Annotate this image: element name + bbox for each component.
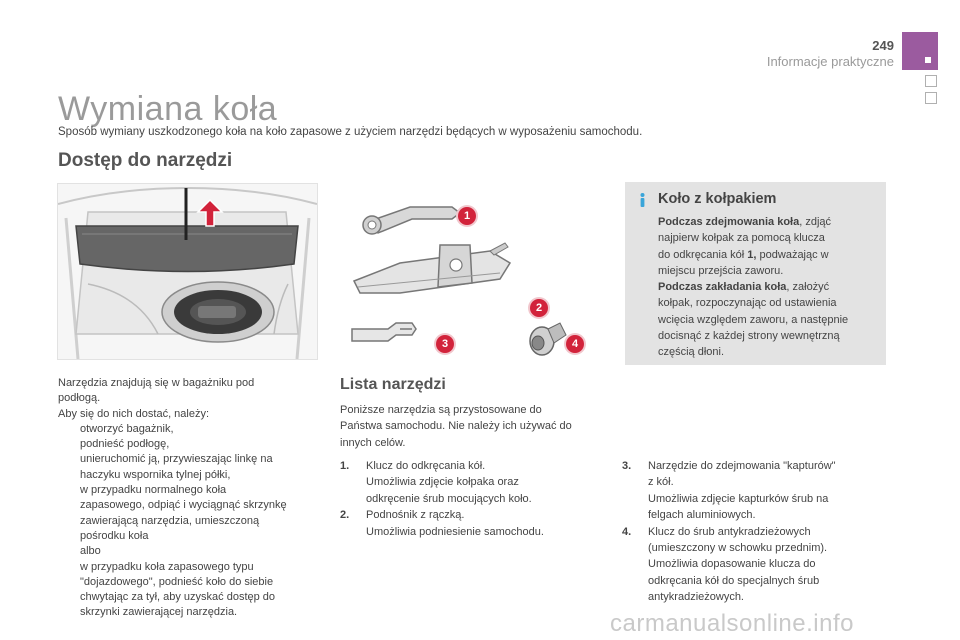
tool-badge-4: 4 <box>566 335 584 353</box>
step-line: skrzynki zawierającej narzędzia. <box>80 606 238 619</box>
access-heading: Dostęp do narzędzi <box>58 150 233 171</box>
info-p1-l3-bold: 1, <box>747 248 757 261</box>
info-p1-bold: Podczas zdejmowania koła <box>658 216 800 228</box>
watermark: carmanualsonline.info <box>610 610 854 637</box>
step-line: zawierającą narzędzia, umieszczoną <box>80 514 260 527</box>
step-line: w przypadku koła zapasowego typu <box>80 560 254 573</box>
info-p2-l3: wcięcia względem zaworu, a następnie <box>658 313 849 326</box>
list-item <box>340 507 610 540</box>
tools-list-heading: Lista narzędzi <box>340 376 446 393</box>
item-line: felgach aluminiowych. <box>648 509 756 522</box>
item-line: Umożliwia podniesienie samochodu. <box>366 525 544 538</box>
step-line: pośrodku koła <box>80 529 149 542</box>
item-line: Klucz do śrub antykradzieżowych <box>648 525 811 538</box>
info-p2-l2: kołpak, rozpoczynając od ustawienia <box>658 297 837 310</box>
info-p2-l5: częścią dłoni. <box>658 346 725 359</box>
list-item <box>58 422 328 437</box>
intro-line: innych celów. <box>340 436 406 449</box>
page-title: Wymiana koła <box>58 90 278 128</box>
step-line: w przypadku normalnego koła <box>80 484 227 497</box>
list-item <box>340 458 610 507</box>
item-line: odkręcenie śrub mocujących koło. <box>366 492 532 505</box>
trunk-illustration-icon <box>57 183 318 360</box>
step-line: podnieść podłogę, <box>80 438 170 451</box>
item-number: 3. <box>622 460 632 472</box>
item-line: Klucz do odkręcania kół. <box>366 460 486 472</box>
item-line: odkręcania kół do specjalnych śrub <box>648 574 820 587</box>
step-line: unieruchomić ją, przywieszając linkę na <box>80 453 273 466</box>
access-intro-2: podłogą. <box>58 392 101 405</box>
info-p1-l3-pre: do odkręcania kół <box>658 248 748 261</box>
list-item <box>58 452 328 483</box>
info-p1-l1: , zdjąć <box>799 216 832 228</box>
item-number: 4. <box>622 525 632 538</box>
step-line: "dojazdowego", podnieść koło do siebie <box>80 575 274 588</box>
chapter-tab-empty-2 <box>925 92 937 104</box>
step-line: otworzyć bagażnik, <box>80 422 174 435</box>
chapter-tab <box>902 32 938 70</box>
info-box <box>625 182 886 365</box>
item-line: Narzędzie do zdejmowania "kapturów" <box>648 460 836 472</box>
item-line: antykradzieżowych. <box>648 591 744 604</box>
or-text: albo <box>80 545 101 558</box>
step-line: zapasowego, odpiąć i wyciągnąć skrzynkę <box>80 499 287 512</box>
section-label: Informacje praktyczne <box>766 54 894 69</box>
info-p1-l4: miejscu przejścia zaworu. <box>658 264 784 277</box>
item-line: Umożliwia zdjęcie kołpaka oraz <box>366 476 519 489</box>
item-number: 2. <box>340 509 350 522</box>
info-title: Koło z kołpakiem <box>658 191 777 207</box>
tools-list-left <box>340 458 610 540</box>
info-p2-l4: docisnąć z każdej strony wewnętrzną <box>658 330 840 343</box>
item-number: 1. <box>340 460 350 472</box>
intro-line: Państwa samochodu. Nie należy ich używać do <box>340 420 572 433</box>
tool-badge-2: 2 <box>530 299 548 317</box>
info-p2-l1: , założyć <box>786 281 830 294</box>
tool-badge-1: 1 <box>458 207 476 225</box>
step-line: haczyku wspornika tylnej półki, <box>80 468 231 481</box>
access-steps <box>58 422 328 621</box>
item-line: Umożliwia zdjęcie kapturków śrub na <box>648 492 829 505</box>
list-item <box>58 437 328 452</box>
list-item <box>58 483 328 559</box>
info-p1-l3-post: podważając w <box>756 248 829 261</box>
access-intro-1: Narzędzia znajdują się w bagażniku pod <box>58 377 255 389</box>
chapter-tab-dot <box>925 57 931 63</box>
tools-list-intro <box>340 402 615 451</box>
item-line: (umieszczony w schowku przednim). <box>648 542 828 555</box>
info-p1-l2: najpierw kołpak za pomocą klucza <box>658 232 825 245</box>
info-icon <box>635 192 650 207</box>
access-intro-3: Aby się do nich dostać, należy: <box>58 407 210 420</box>
list-item <box>622 524 892 606</box>
tools-list-right <box>622 458 892 606</box>
info-p2-bold: Podczas zakładania koła <box>658 281 787 294</box>
access-instructions <box>58 376 328 621</box>
page-subtitle: Sposób wymiany uszkodzonego koła na koło zapasowe z użyciem narzędzi będących w wyposażeniu samochodu. <box>58 126 643 138</box>
item-line: z kół. <box>648 476 674 489</box>
list-item <box>58 560 328 621</box>
item-line: Podnośnik z rączką. <box>366 509 465 522</box>
item-line: Umożliwia dopasowanie klucza do <box>648 558 816 571</box>
tools-illustration-icon <box>340 183 610 373</box>
list-item <box>622 458 892 524</box>
page-number: 249 <box>872 38 894 53</box>
tool-badge-3: 3 <box>436 335 454 353</box>
intro-line: Poniższe narzędzia są przystosowane do <box>340 404 542 416</box>
chapter-tab-empty-1 <box>925 75 937 87</box>
info-text <box>658 214 876 361</box>
step-line: chwytając za tył, aby uzyskać dostęp do <box>80 591 276 604</box>
